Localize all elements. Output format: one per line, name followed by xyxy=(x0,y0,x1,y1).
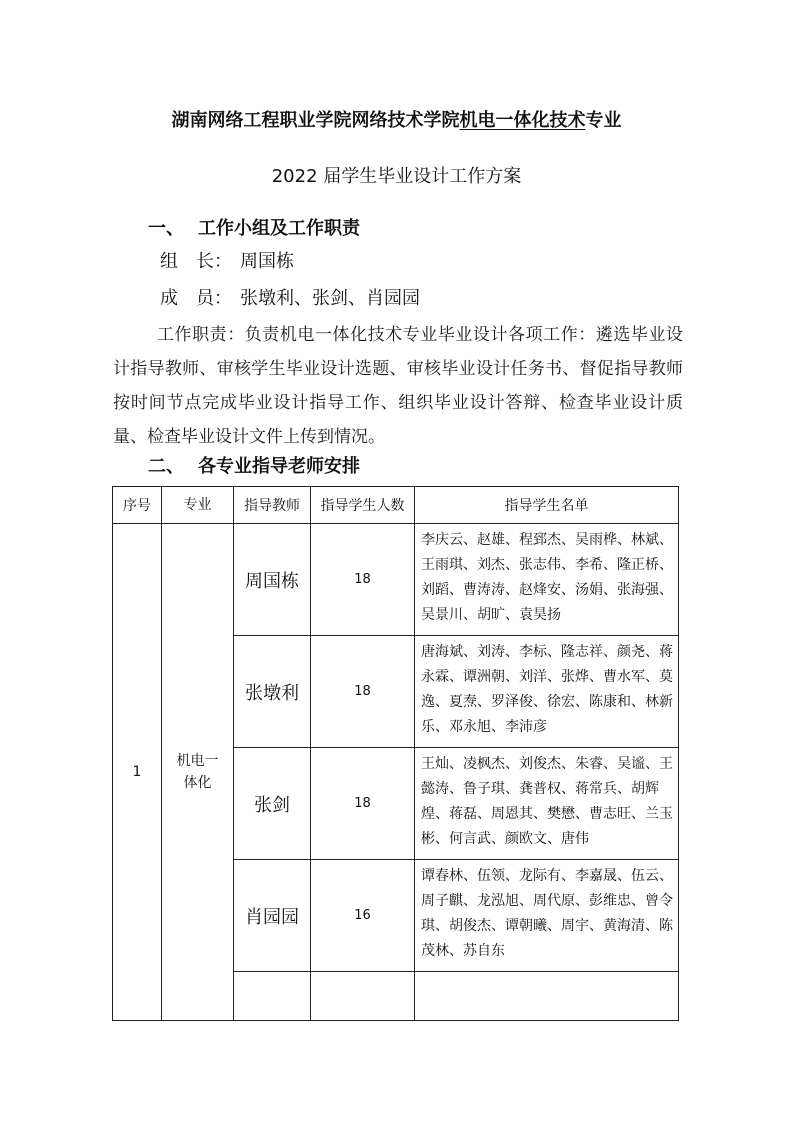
section-number-2: 二、 xyxy=(148,456,184,477)
document-title xyxy=(0,106,793,132)
cell-names: 李庆云、赵雄、程郅杰、吴雨桦、林斌、王雨琪、刘杰、张志伟、李希、隆正桥、刘蹈、曹涛涛、赵烽安、汤娟、张海强、吴景川、胡旷、袁昊扬 xyxy=(415,524,679,636)
cell-teacher: 张剑 xyxy=(234,748,311,860)
members-names: 张墩利、张剑、肖园园 xyxy=(240,288,420,309)
leader-line xyxy=(160,247,294,273)
advisor-table xyxy=(112,486,679,1021)
cell-seq: 1 xyxy=(113,524,162,1021)
cell-major xyxy=(162,524,234,1021)
cell-names: 唐海斌、刘涛、李标、隆志祥、颜尧、蒋永霖、谭洲朝、刘洋、张烨、曹水军、莫逸、夏焘、罗泽俊、徐宏、陈康和、林新乐、邓永旭、李沛彦 xyxy=(415,636,679,748)
section-heading-1 xyxy=(148,214,360,240)
header-count: 指导学生人数 xyxy=(311,487,415,524)
cell-count: 18 xyxy=(311,524,415,636)
cell-count: 16 xyxy=(311,860,415,972)
cell-names xyxy=(415,972,679,1021)
header-names: 指导学生名单 xyxy=(415,487,679,524)
cell-count: 18 xyxy=(311,636,415,748)
members-label: 成 员： xyxy=(160,288,232,309)
duties-paragraph: 工作职责：负责机电一体化技术专业毕业设计各项工作：遴选毕业设计指导教师、审核学生毕业设计选题、审核毕业设计任务书、督促指导教师按时间节点完成毕业设计指导工作、组织毕业设计答辩、检查毕业设计质量、检查毕业设计文件上传到情况。 xyxy=(113,325,683,447)
leader-label: 组 长： xyxy=(160,251,232,272)
cell-count xyxy=(311,972,415,1021)
cell-teacher: 肖园园 xyxy=(234,860,311,972)
header-seq: 序号 xyxy=(113,487,162,524)
cell-teacher: 周国栋 xyxy=(234,524,311,636)
section-title-1: 工作小组及工作职责 xyxy=(198,218,360,239)
table-header-row xyxy=(113,487,679,524)
cell-count: 18 xyxy=(311,748,415,860)
cell-names: 谭春林、伍领、龙际有、李嘉晟、伍云、周子麒、龙泓旭、周代原、彭维忠、曾令琪、胡俊杰、谭朝曦、周宇、黄海清、陈茂林、苏自东 xyxy=(415,860,679,972)
members-line xyxy=(160,284,420,310)
cell-teacher: 张墩利 xyxy=(234,636,311,748)
cell-names: 王灿、凌枫杰、刘俊杰、朱睿、吴谧、王懿涛、鲁子琪、龚普权、蒋常兵、胡辉煌、蒋磊、周恩其、樊懋、曹志旺、兰玉彬、何言武、颜欧文、唐伟 xyxy=(415,748,679,860)
section-heading-2 xyxy=(148,452,360,478)
table-row xyxy=(113,524,679,636)
header-major: 专业 xyxy=(162,487,234,524)
leader-name: 周国栋 xyxy=(240,251,294,272)
document-subtitle: 2022 届学生毕业设计工作方案 xyxy=(271,166,522,187)
title-suffix: 专业 xyxy=(585,110,622,131)
section-title-2: 各专业指导老师安排 xyxy=(198,456,360,477)
major-text: 机电一体化 xyxy=(176,753,219,791)
header-teacher: 指导教师 xyxy=(234,487,311,524)
cell-teacher xyxy=(234,972,311,1021)
title-prefix: 湖南网络工程职业学院网络技术学院 xyxy=(171,110,460,131)
section-number-1: 一、 xyxy=(148,218,184,239)
title-major: 机电一体化技术 xyxy=(459,110,586,131)
